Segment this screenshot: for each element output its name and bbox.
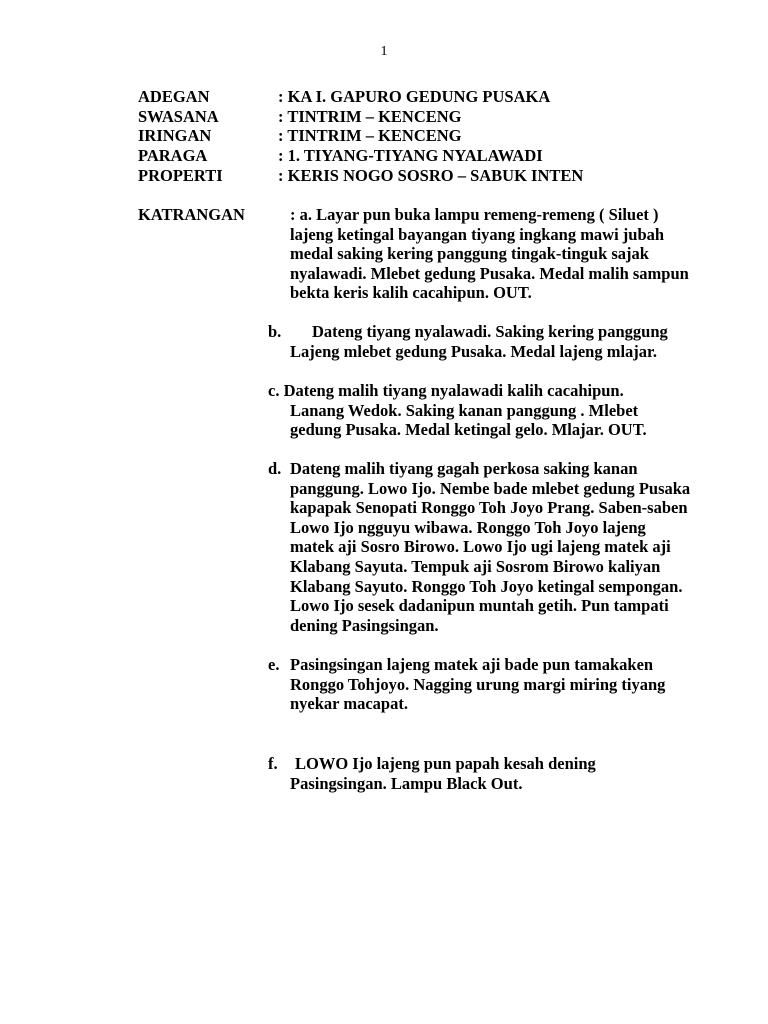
header-label: IRINGAN bbox=[138, 126, 212, 145]
item-line: Dateng malih tiyang gagah perkosa saking kanan bbox=[290, 459, 638, 478]
katrangan-item-e bbox=[268, 655, 665, 714]
item-line: panggung. Lowo Ijo. Nembe bade mlebet gedung Pusaka bbox=[290, 478, 691, 498]
item-marker: d. bbox=[268, 459, 282, 478]
katrangan-item-d bbox=[268, 459, 690, 635]
page-number: 1 bbox=[380, 44, 388, 59]
item-first-line bbox=[268, 655, 665, 675]
item-line: Klabang Sayuto. Ronggo Toh Joyo ketingal sempongan. bbox=[290, 576, 683, 596]
item-line: Dateng tiyang nyalawadi. Saking kering panggung bbox=[312, 322, 668, 341]
item-line: Ronggo Tohjoyo. Nagging urung margi miring tiyang bbox=[290, 674, 666, 694]
item-line: matek aji Sosro Birowo. Lowo Ijo ugi lajeng matek aji bbox=[290, 537, 671, 557]
katrangan-item-a bbox=[290, 205, 689, 303]
item-line: medal saking kering panggung tingak-tinguk sajak bbox=[290, 244, 649, 264]
item-line: lajeng ketingal bayangan tiyang ingkang mawi jubah bbox=[290, 224, 665, 244]
item-line: Pasingsingan. Lampu Black Out. bbox=[290, 773, 523, 793]
header-value: : KA I. GAPURO GEDUNG PUSAKA bbox=[278, 87, 551, 106]
item-line: Lajeng mlebet gedung Pusaka. Medal lajeng mlajar. bbox=[290, 341, 657, 361]
item-marker: c. bbox=[268, 381, 280, 400]
item-line: nyalawadi. Mlebet gedung Pusaka. Medal malih sampun bbox=[290, 263, 689, 283]
header-label: PARAGA bbox=[138, 146, 208, 165]
item-line: Lowo Ijo sesek dadanipun muntah getih. Pun tampati bbox=[290, 596, 669, 616]
katrangan-item-b bbox=[268, 322, 668, 361]
item-line: Pasingsingan lajeng matek aji bade pun tamakaken bbox=[290, 655, 654, 674]
header-label: ADEGAN bbox=[138, 87, 210, 106]
item-line: bekta keris kalih cacahipun. OUT. bbox=[290, 283, 532, 303]
item-line: Lanang Wedok. Saking kanan panggung . Mlebet bbox=[290, 400, 639, 420]
item-line: : a. Layar pun buka lampu remeng-remeng ( Siluet ) bbox=[290, 205, 659, 224]
item-first-line bbox=[268, 322, 668, 342]
header-value: : 1. TIYANG-TIYANG NYALAWADI bbox=[278, 146, 543, 165]
header-value: : TINTRIM – KENCENG bbox=[278, 107, 462, 126]
item-line: kapapak Senopati Ronggo Toh Joyo Prang. Saben-saben bbox=[290, 498, 688, 518]
item-line: Klabang Sayuta. Tempuk aji Sosrom Birowo kaliyan bbox=[290, 556, 661, 576]
item-first-line bbox=[268, 754, 596, 774]
item-marker: e. bbox=[268, 655, 280, 674]
item-line: nyekar macapat. bbox=[290, 694, 408, 714]
item-marker: b. bbox=[268, 322, 282, 341]
item-first-line bbox=[268, 381, 647, 401]
header-label: SWASANA bbox=[138, 107, 219, 126]
item-marker: f. bbox=[268, 754, 278, 773]
item-first-line bbox=[268, 459, 690, 479]
katrangan-label: KATRANGAN bbox=[138, 205, 245, 224]
item-line: dening Pasingsingan. bbox=[290, 615, 439, 635]
item-line: gedung Pusaka. Medal ketingal gelo. Mlajar. OUT. bbox=[290, 420, 647, 440]
header-value: : KERIS NOGO SOSRO – SABUK INTEN bbox=[278, 166, 584, 185]
header-label: PROPERTI bbox=[138, 166, 223, 185]
item-line: Dateng malih tiyang nyalawadi kalih cacahipun. bbox=[283, 381, 624, 400]
item-line: Lowo Ijo ngguyu wibawa. Ronggo Toh Joyo lajeng bbox=[290, 517, 646, 537]
katrangan-item-c bbox=[268, 381, 647, 440]
header-value: : TINTRIM – KENCENG bbox=[278, 126, 462, 145]
item-line: LOWO Ijo lajeng pun papah kesah dening bbox=[295, 754, 596, 773]
katrangan-item-f bbox=[268, 754, 596, 793]
